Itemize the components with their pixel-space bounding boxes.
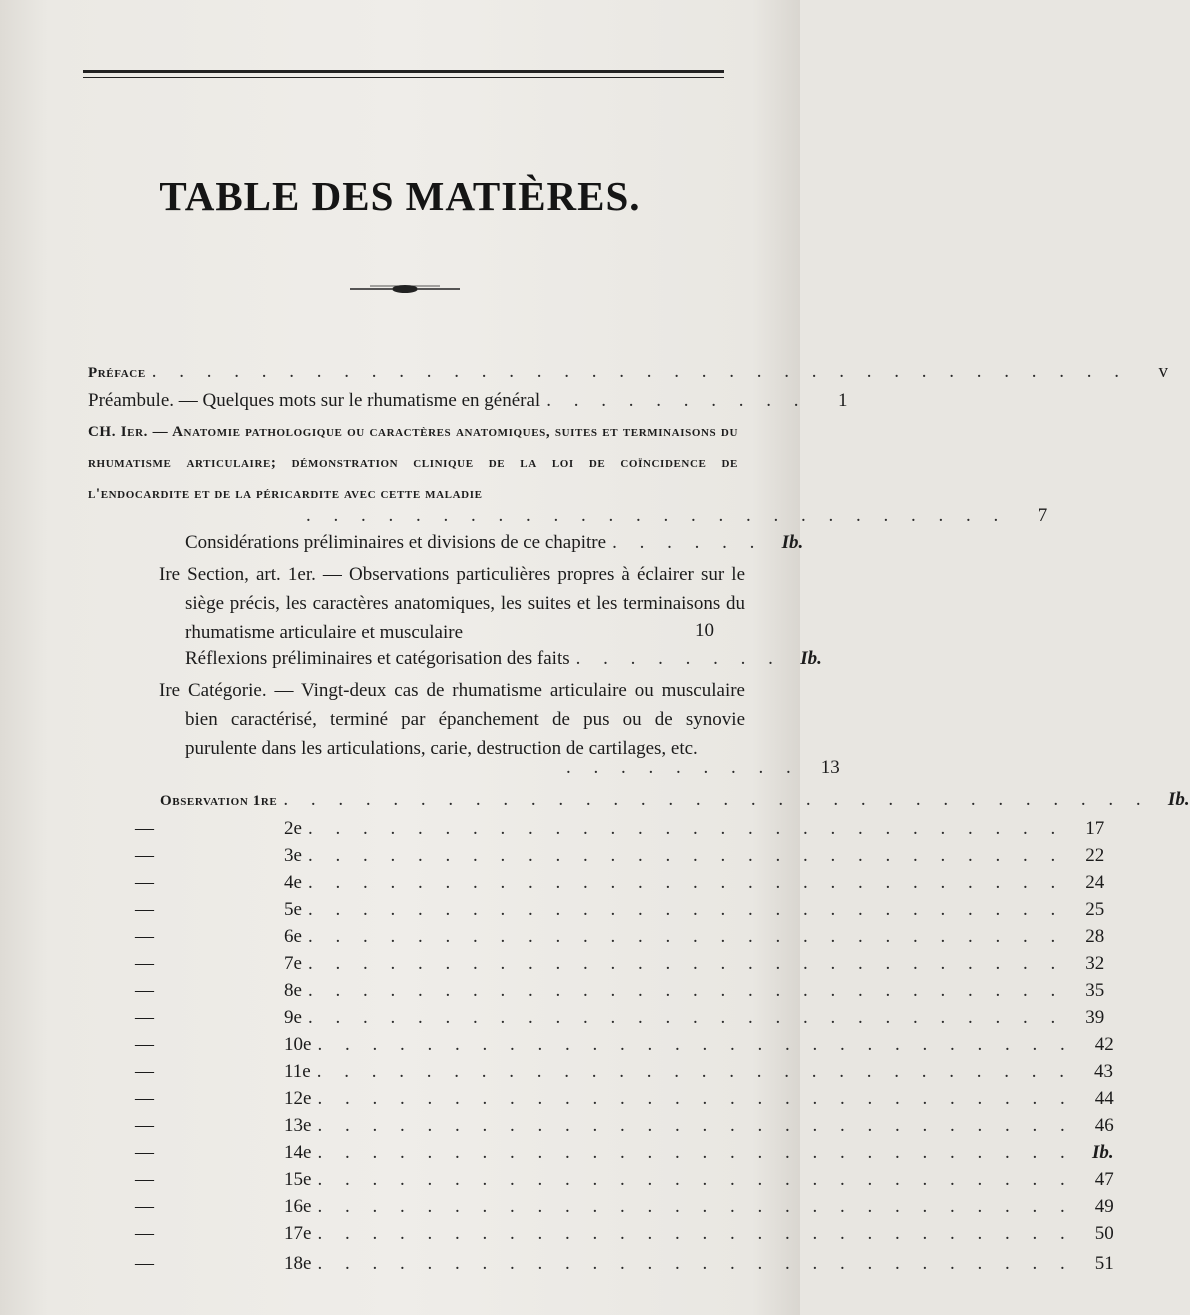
ditto-dash: — [135, 1034, 154, 1055]
observation-number: 14e [284, 1142, 312, 1163]
leader-dots: . . . . . . . . . . . . . . . . . . . . . . . . . . . . [307, 899, 1065, 920]
toc-entry-label: Ire Catégorie. — Vingt-deux cas de rhumatisme articulaire ou musculaire bien caractérisé, terminé par épanchement de pus ou de synovie purulente dans les articulations, carie, destruction de cartilages, etc. [159, 680, 745, 759]
observation-page: 44 [1094, 1088, 1114, 1109]
leader-dots: . . . . . . . . . . . . . . . . . . . . . . . . . . . . [307, 872, 1065, 893]
toc-entry-page: 7 [1037, 505, 1048, 526]
page-title: TABLE DES MATIÈRES. [159, 173, 641, 219]
observation-number: 12e [284, 1088, 312, 1109]
leader-dots: . . . . . . . . . . . . . . . . . . . . . . . . . . . . [307, 953, 1065, 974]
observation-page: 25 [1085, 899, 1105, 920]
observation-number: 6e [284, 926, 302, 947]
leader-dots: . . . . . . . . . . . . . . . . . . . . . . . . . . . . [307, 818, 1065, 839]
toc-entry-section-1-page-row [680, 620, 764, 642]
leader-dots: . . . . . . . . . . . . . . . . . . . . . . . . . . . . [317, 1088, 1074, 1109]
toc-entry-page: 10 [695, 620, 714, 641]
leader-dots: . . . . . . . . . . . . . . . . . . . . . . . . . . . . [317, 1115, 1074, 1136]
toc-entry-label: Réflexions préliminaires et catégorisation des faits [185, 648, 570, 669]
observation-row[interactable] [95, 1142, 1114, 1164]
leader-dots: . . . . . . . . . . . . . . . . . . . . . . . . . . . . . . . . [283, 789, 1150, 810]
ditto-dash: — [135, 818, 154, 839]
toc-entry-label: Préface [88, 365, 146, 381]
observation-row[interactable] [95, 899, 1105, 921]
observation-row[interactable] [95, 872, 1105, 894]
ditto-dash: — [135, 1007, 154, 1028]
observation-row[interactable] [95, 818, 1105, 840]
observation-row[interactable] [95, 1196, 1114, 1218]
ditto-dash: — [135, 1223, 154, 1244]
leader-dots: . . . . . . . . . . . . . . . . . . . . . . . . . . . . [317, 1253, 1074, 1274]
leader-dots: . . . . . . . . . . . . . . . . . . . . . . . . . . . . [307, 1007, 1065, 1028]
ditto-dash: — [135, 980, 154, 1001]
toc-entry-page: 1 [837, 390, 848, 411]
observation-page: 35 [1085, 980, 1105, 1001]
ditto-dash: — [135, 953, 154, 974]
observation-page: 28 [1085, 926, 1105, 947]
toc-entry-considerations[interactable] [185, 532, 804, 554]
toc-entry-page: 13 [820, 757, 840, 778]
leader-dots: . . . . . . . . . . . . . . . . . . . . . . . . . . . . [307, 980, 1065, 1001]
toc-entry-chapter-1[interactable] [88, 416, 738, 509]
observation-number: 9e [284, 1007, 302, 1028]
observation-number: 10e [284, 1034, 312, 1055]
ditto-dash: — [135, 1142, 154, 1163]
toc-entry-label: Préambule. — Quelques mots sur le rhumatisme en général [88, 390, 541, 411]
ditto-dash: — [135, 1088, 154, 1109]
observation-number: 3e [284, 845, 302, 866]
leader-dots: . . . . . . . . . . . . . . . . . . . . . . . . . . . . [316, 1061, 1073, 1082]
observation-row[interactable] [95, 1169, 1114, 1191]
ditto-dash: — [135, 899, 154, 920]
ditto-dash: — [135, 1169, 154, 1190]
toc-entry-label: Ire Section, art. 1er. — Observations particulières propres à éclairer sur le siège précis, les caractères anatomiques, les suites et les terminaisons du rhumatisme articulaire et musculaire [159, 564, 745, 643]
observation-row[interactable] [95, 1034, 1114, 1056]
observation-row[interactable] [95, 1007, 1105, 1029]
ditto-dash: — [135, 1061, 154, 1082]
observation-row[interactable] [95, 1115, 1114, 1137]
leader-dots: . . . . . . . . . . . . . . . . . . . . . . . . . . . . . . . . . . . . [151, 361, 1129, 382]
observation-number: 18e [284, 1253, 312, 1274]
leader-dots: . . . . . . . . . . . . . . . . . . . . . . . . . . . . [307, 926, 1065, 947]
observation-number: 15e [284, 1169, 312, 1190]
observation-row[interactable] [95, 1253, 1114, 1275]
observation-number: 8e [284, 980, 302, 1001]
toc-entry-categorie-1[interactable] [159, 676, 745, 763]
observation-page: 51 [1094, 1253, 1114, 1274]
observation-row[interactable] [95, 926, 1105, 948]
ditto-dash: — [135, 1196, 154, 1217]
observation-number: Observation 1re [160, 793, 278, 809]
observation-page: 22 [1085, 845, 1105, 866]
leader-dots: . . . . . . . . . . . . . . . . . . . . . . . . . . [306, 505, 1008, 526]
observation-number: 7e [284, 953, 302, 974]
observation-page: 46 [1094, 1115, 1114, 1136]
toc-entry-label: CH. Ier. — Anatomie pathologique ou caractères anatomiques, suites et terminaisons du rhumatisme articulaire; démonstration clinique de la loi de coïncidence de l'endocardite et de la péricardite avec cette maladie [88, 424, 738, 502]
observation-number: 16e [284, 1196, 312, 1217]
observation-row[interactable] [95, 1061, 1113, 1083]
toc-entry-page: v [1158, 361, 1169, 382]
observation-page: 50 [1094, 1223, 1114, 1244]
toc-entry-preambule[interactable] [88, 390, 848, 412]
observation-page: Ib. [1167, 789, 1190, 810]
observation-page: 47 [1094, 1169, 1114, 1190]
leader-dots: . . . . . . . . [575, 648, 782, 669]
leader-dots: . . . . . . . . . . . . . . . . . . . . . . . . . . . . [317, 1142, 1074, 1163]
observation-number: 11e [284, 1061, 311, 1082]
ditto-dash: — [135, 845, 154, 866]
observation-page: 49 [1094, 1196, 1114, 1217]
leader-dots: . . . . . . . . . [566, 757, 800, 778]
leader-dots: . . . . . . . . . . . . . . . . . . . . . . . . . . . . [317, 1223, 1074, 1244]
observation-row[interactable] [160, 789, 1190, 812]
toc-entry-page: Ib. [781, 532, 804, 553]
observation-row[interactable] [95, 953, 1105, 975]
toc-entry-categorie-1-page-row [560, 757, 840, 779]
observation-page: 43 [1093, 1061, 1113, 1082]
observation-number: 2e [284, 818, 302, 839]
observation-page: 39 [1085, 1007, 1105, 1028]
toc-entry-label: Considérations préliminaires et divisions de ce chapitre [185, 532, 607, 553]
observation-page: 24 [1085, 872, 1105, 893]
observation-page: 32 [1085, 953, 1105, 974]
observation-row[interactable] [95, 1088, 1114, 1110]
toc-entry-reflexions[interactable] [185, 648, 822, 670]
observation-page: Ib. [1092, 1142, 1114, 1163]
leader-dots: . . . . . . . . . . . . . . . . . . . . . . . . . . . . [307, 845, 1065, 866]
leader-dots: . . . . . . . . . . . . . . . . . . . . . . . . . . . . [317, 1196, 1074, 1217]
toc-entry-preface[interactable] [88, 361, 1169, 384]
ditto-dash: — [135, 926, 154, 947]
leader-dots: . . . . . . . . . . . . . . . . . . . . . . . . . . . . [317, 1034, 1074, 1055]
observation-page: 17 [1085, 818, 1105, 839]
observation-row[interactable] [95, 980, 1105, 1002]
observation-row[interactable] [95, 845, 1105, 867]
ditto-dash: — [135, 872, 154, 893]
toc-entry-page: Ib. [800, 648, 822, 669]
observation-row[interactable] [95, 1223, 1114, 1245]
leader-dots: . . . . . . . . . . . . . . . . . . . . . . . . . . . . [317, 1169, 1074, 1190]
ditto-dash: — [135, 1253, 154, 1274]
observation-number: 13e [284, 1115, 312, 1136]
leader-dots: . . . . . . . . . . [546, 390, 808, 411]
toc-entry-chapter-1-page-row [300, 505, 1048, 527]
observation-number: 17e [284, 1223, 312, 1244]
toc-entry-section-1[interactable] [159, 560, 745, 647]
leader-dots: . . . . . . [612, 532, 764, 553]
observation-number: 5e [284, 899, 302, 920]
ditto-dash: — [135, 1115, 154, 1136]
observation-page: 42 [1094, 1034, 1114, 1055]
observation-number: 4e [284, 872, 302, 893]
